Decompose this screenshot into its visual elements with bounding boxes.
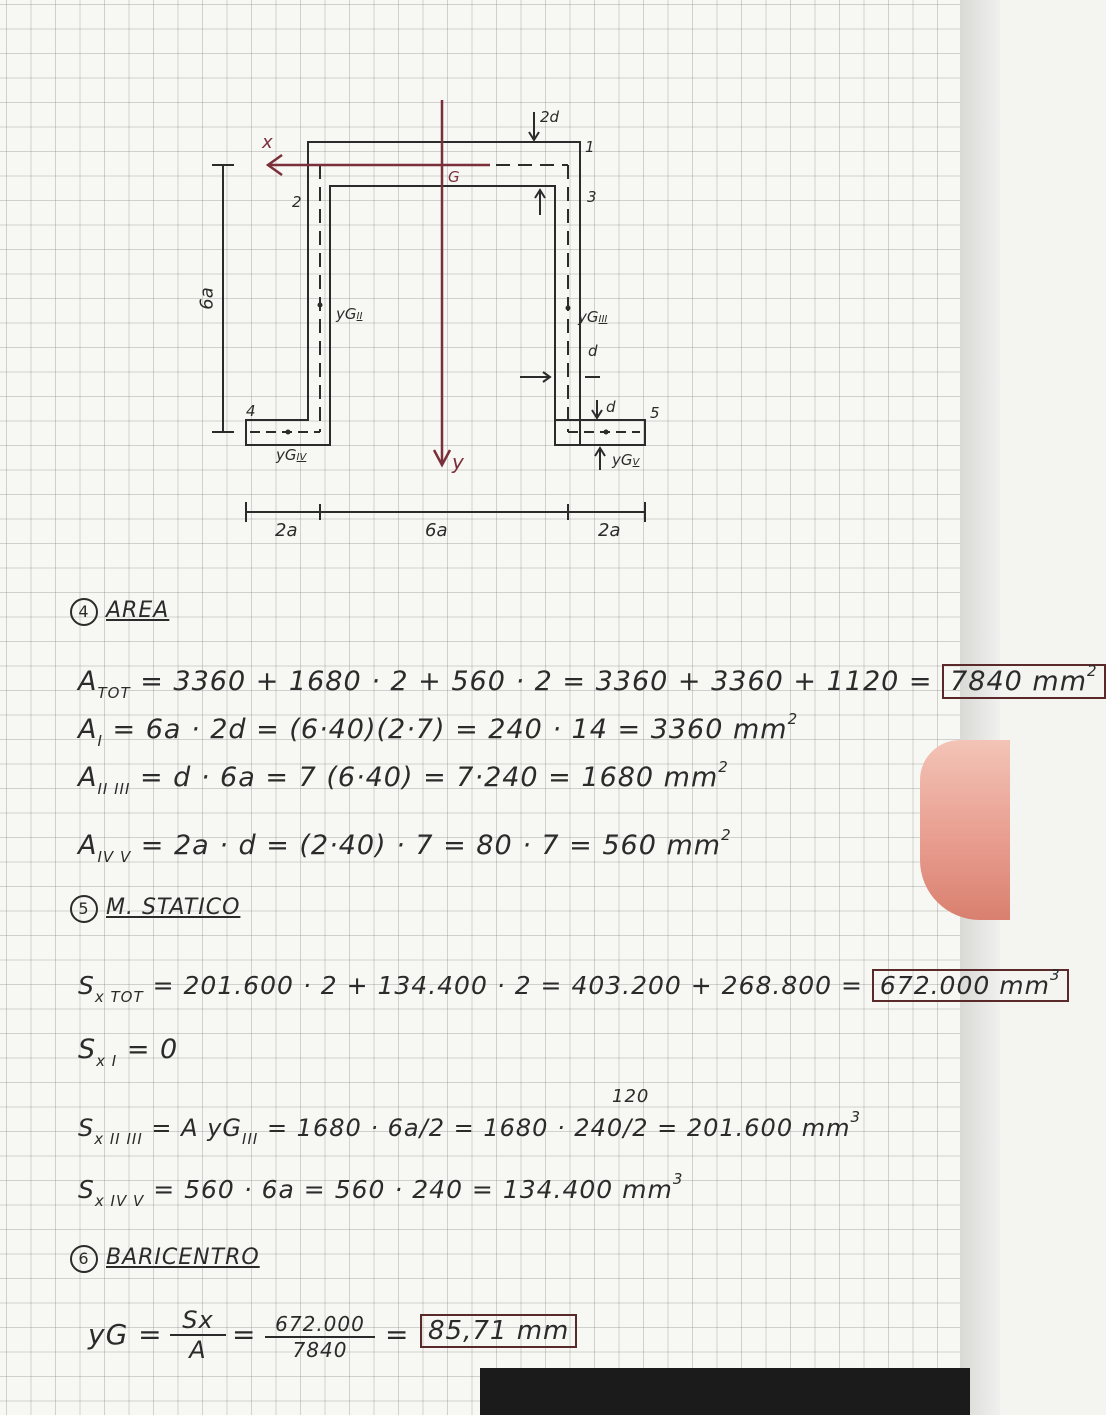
- area-iv-v-equation: $A_{IV V} = 2a \cdot d = (2\cdot 40) \cdot 7 = 80 \cdot 7 = 560$ $mm^2$: [78, 826, 732, 866]
- area-i-equation: $A_I = 6a \cdot 2d = (6\cdot 40)(2\cdot 7) = 240 \cdot 14 = 3360$ $mm^2$: [78, 710, 799, 750]
- dim-mid-label: 6a: [425, 520, 448, 541]
- area-section-title: 4 AREA: [70, 598, 169, 626]
- centroid-label: yG =: [88, 1318, 163, 1351]
- centroid-v-label: yGV: [612, 451, 640, 469]
- centroid-iv-dot: [286, 430, 291, 435]
- centroid-ii-dot: [318, 303, 323, 308]
- area-total-result: 7840 $mm^2$: [942, 664, 1105, 699]
- static-iv-v-equation: $S_{x IV V} = 560 \cdot 6a = 560 \cdot 240 = 134.400$ $mm^3$: [78, 1170, 684, 1210]
- flange-thickness-label: d: [606, 398, 616, 416]
- static-i-equation: $S_{x I} = 0$: [78, 1034, 179, 1070]
- y-axis-label: y: [452, 450, 464, 474]
- centroid-result: 85,71 mm: [420, 1314, 577, 1348]
- flange-thickness-arrow: [592, 400, 602, 418]
- flange-bottom-arrow: [595, 448, 605, 470]
- width-dimension-line: [246, 502, 645, 522]
- static-ii-iii-note: 120: [612, 1086, 650, 1107]
- x-axis-label: x: [262, 132, 273, 153]
- point-5-label: 5: [650, 404, 660, 422]
- point-3-label: 3: [587, 188, 597, 206]
- static-total-result: 672.000 $mm^3$: [872, 969, 1069, 1002]
- section-number-badge: 6: [70, 1245, 98, 1273]
- centroid-section-title: 6 BARICENTRO: [70, 1245, 260, 1273]
- static-moment-section-title: 5 M. STATICO: [70, 895, 240, 923]
- section-outline: [246, 142, 580, 445]
- centroid-fraction-2: 672.000 7840: [265, 1312, 375, 1362]
- area-ii-iii-equation: $A_{II III} = d \cdot 6a = 7$ (6·40) = 7·240 = 1680 $mm^2$: [78, 758, 729, 798]
- top-thickness-label: 2d: [540, 108, 560, 126]
- centroid-equals-1: =: [232, 1318, 257, 1351]
- area-total-equation: $A_{TOT} = 3360 + 1680 \cdot 2 + 560 \cdot 2 = 3360 + 3360 + 1120 = 7840$ $mm^2$: [78, 662, 1106, 702]
- point-4-label: 4: [246, 402, 256, 420]
- point-2-label: 2: [292, 193, 302, 211]
- top-thickness-arrow: [529, 112, 539, 140]
- centroid-fraction-1: Sx A: [170, 1306, 226, 1364]
- centroid-g-label: G: [448, 168, 460, 186]
- centroid-iv-label: yGIV: [276, 446, 307, 464]
- web-thickness-label: d: [588, 342, 598, 360]
- centroid-ii-label: yGII: [336, 305, 363, 323]
- static-ii-iii-equation: $S_{x II III} = A$ $yG_{III} = 1680 \cdot 6a/2 = 1680 \cdot 240/2 = 201.600$ $mm^3$: [78, 1108, 862, 1148]
- section-number-badge: 4: [70, 598, 98, 626]
- dim-right-label: 2a: [598, 520, 621, 541]
- point-1-label: 1: [585, 138, 595, 156]
- centroid-equals-2: =: [385, 1318, 410, 1351]
- section-number-badge: 5: [70, 895, 98, 923]
- inner-thickness-arrow: [535, 190, 545, 215]
- static-total-equation: $S_{x TOT} = 201.600 \cdot 2 + 134.400 \cdot 2 = 403.200 + 268.800 = 672.000$ $mm^3$: [78, 966, 1069, 1006]
- centroid-iii-dot: [566, 306, 571, 311]
- centroid-v-dot: [604, 430, 609, 435]
- centroid-iii-label: yGIII: [578, 308, 608, 326]
- dim-left-label: 2a: [275, 520, 298, 541]
- web-thickness-arrow-left: [520, 372, 550, 382]
- height-label: 6a: [196, 287, 218, 310]
